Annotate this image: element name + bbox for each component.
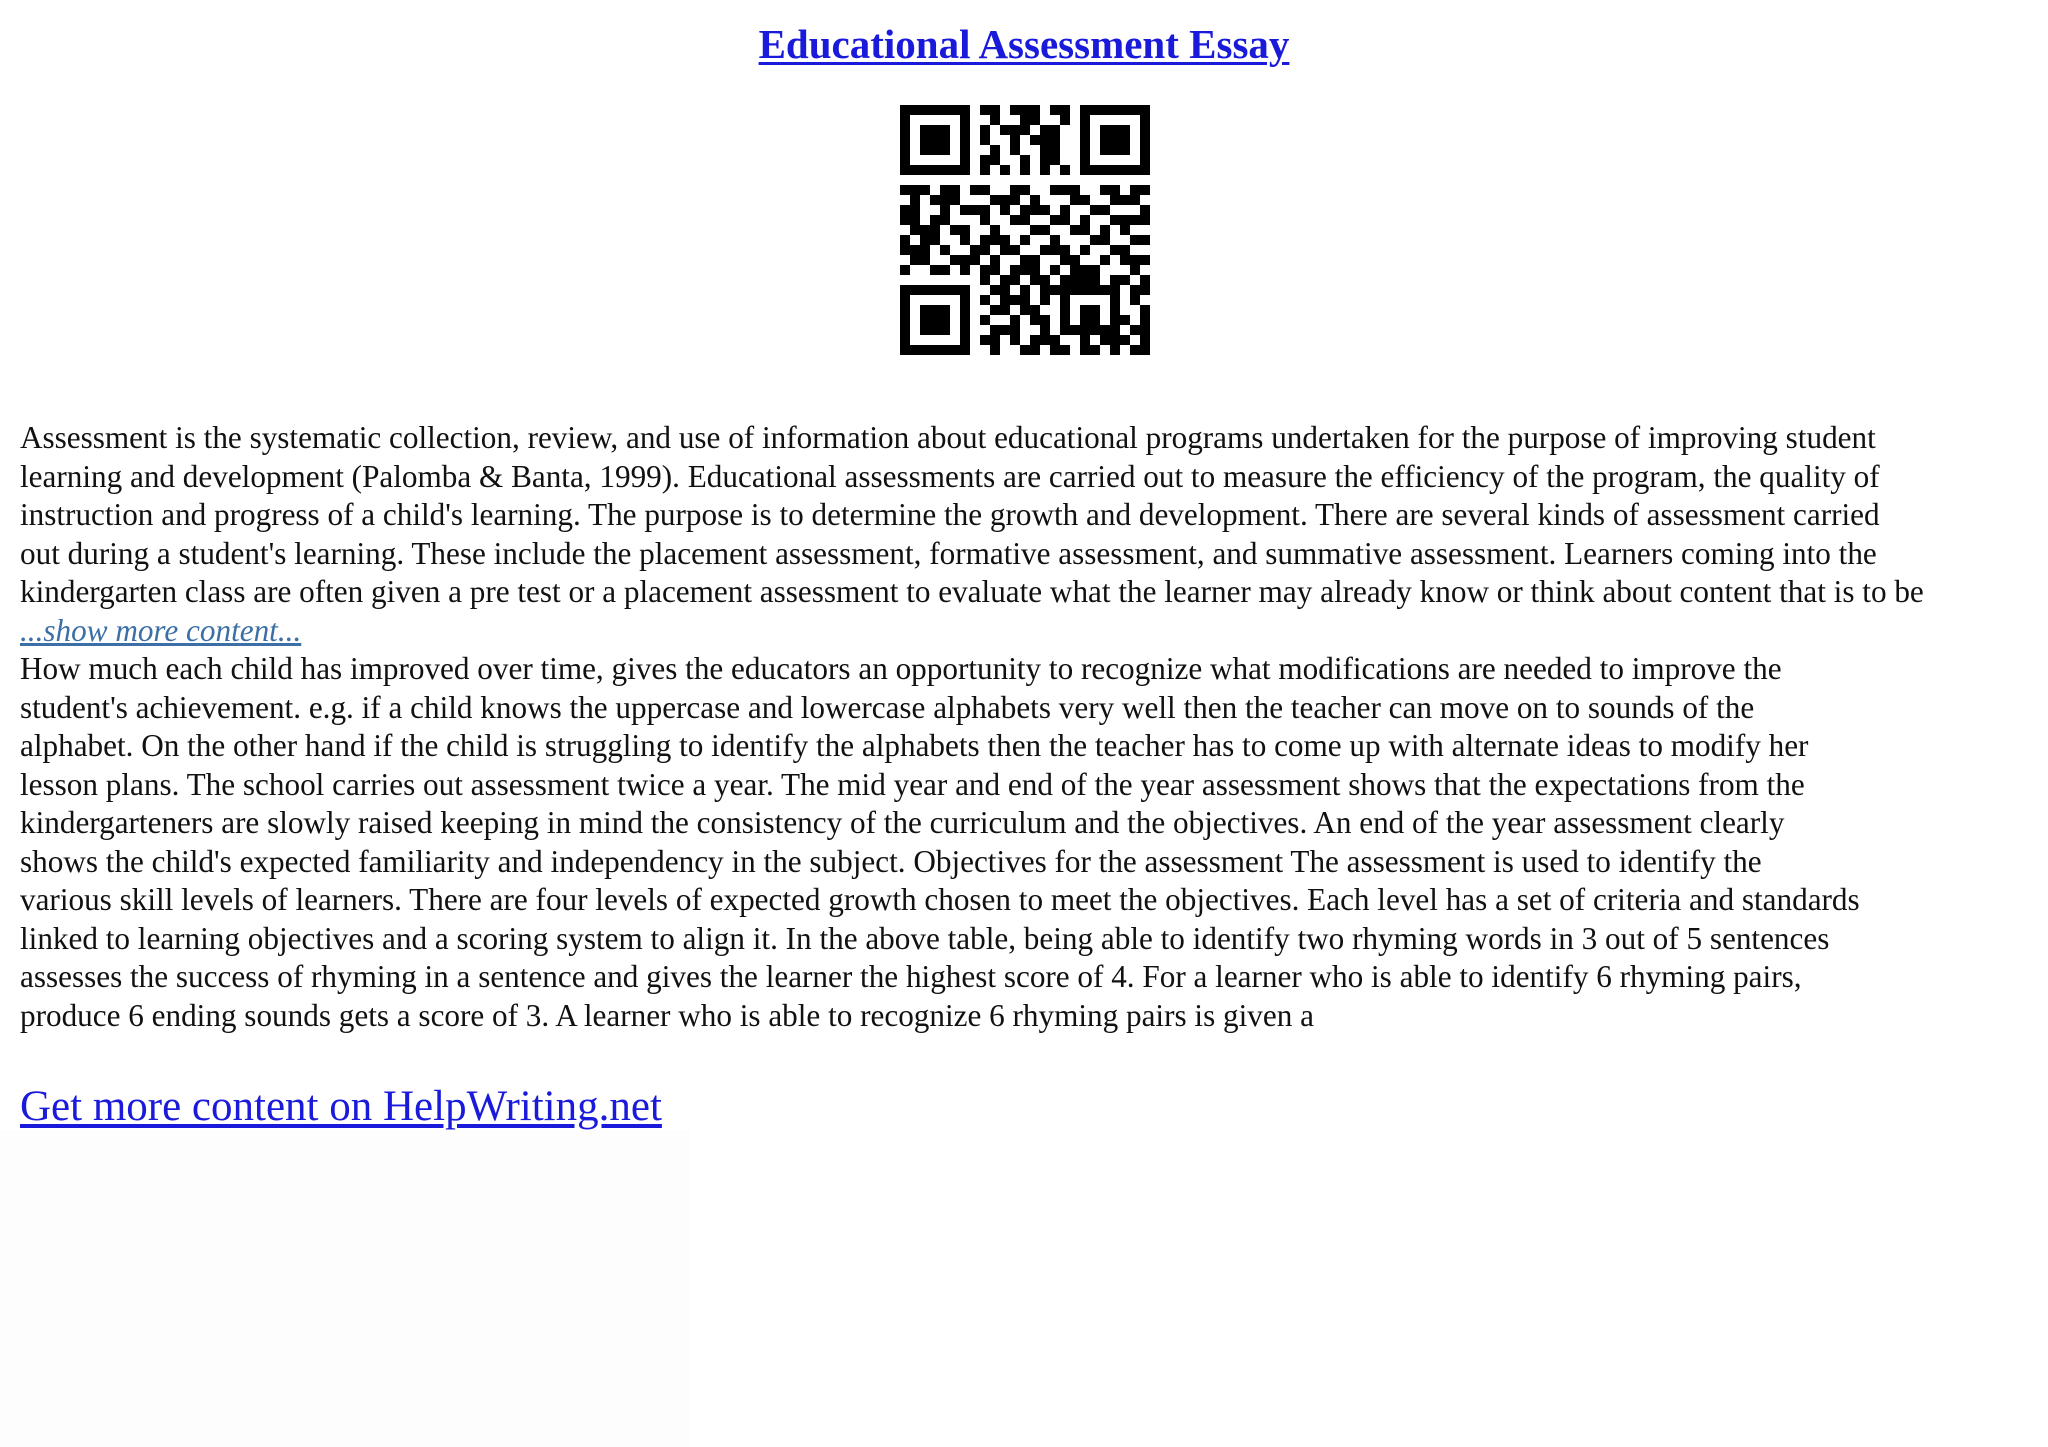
paragraph2-line: kindergarteners are slowly raised keeping in mind the consistency of the curriculum and the objectives. An end of the year assessment clearly bbox=[20, 805, 1785, 840]
paragraph2-line: various skill levels of learners. There are four levels of expected growth chosen to meet the objectives. Each level has a set of criteria and standards bbox=[20, 882, 1860, 917]
paragraph2-line: linked to learning objectives and a scoring system to align it. In the above table, being able to identify two rhyming words in 3 out of 5 sentences bbox=[20, 920, 1830, 956]
show-more-link[interactable]: ...show more content... bbox=[20, 612, 302, 648]
paragraph2-line: produce 6 ending sounds gets a score of 3. A learner who is able to recognize 6 rhyming pairs is given a bbox=[20, 997, 1314, 1033]
paragraph2-line: student's achievement. e.g. if a child knows the uppercase and lowercase alphabets very well then the teacher can move on to sounds of the bbox=[20, 689, 1755, 725]
paragraph2-line: assesses the success of rhyming in a sentence and gives the learner the highest score of 4. For a learner who is able to identify 6 rhyming pairs, bbox=[20, 959, 1802, 994]
paragraph1-line: Assessment is the systematic collection, review, and use of information about educational programs undertaken for the purpose of improving student bbox=[20, 420, 1876, 455]
paragraph1-line: out during a student's learning. These include the placement assessment, formative assessment, and summative assessment. Learners coming into the bbox=[20, 535, 1877, 571]
paragraph2-line: shows the child's expected familiarity and independency in the subject. Objectives for the assessment The assessment is used to identify the bbox=[20, 843, 1762, 879]
paragraph2-line: alphabet. On the other hand if the child is struggling to identify the alphabets then the teacher has to come up with alternate ideas to modify her bbox=[20, 728, 1809, 763]
paragraph1-line: kindergarten class are often given a pre test or a placement assessment to evaluate what the learner may already know or think about content that is to be bbox=[20, 574, 1924, 609]
paragraph1-line: instruction and progress of a child's learning. The purpose is to determine the growth and development. There are several kinds of assessment carried bbox=[20, 497, 1880, 532]
title-link[interactable]: Educational Assessment Essay bbox=[758, 21, 1290, 67]
paragraph2-line: lesson plans. The school carries out assessment twice a year. The mid year and end of the year assessment shows that the expectations from the bbox=[20, 766, 1805, 802]
helpwriting-link[interactable]: Get more content on HelpWriting.net bbox=[20, 1083, 662, 1130]
show-more-row bbox=[20, 612, 2045, 651]
paragraph2-line: How much each child has improved over time, gives the educators an opportunity to recognize what modifications are needed to improve the bbox=[20, 651, 1782, 686]
blank-region bbox=[0, 1130, 690, 1447]
essay-body bbox=[20, 419, 2045, 1035]
page-title bbox=[0, 18, 2048, 70]
paragraph1-line: learning and development (Palomba & Banta, 1999). Educational assessments are carried out to measure the efficiency of the program, the quality of bbox=[20, 458, 1880, 494]
qr-code bbox=[900, 105, 1150, 355]
